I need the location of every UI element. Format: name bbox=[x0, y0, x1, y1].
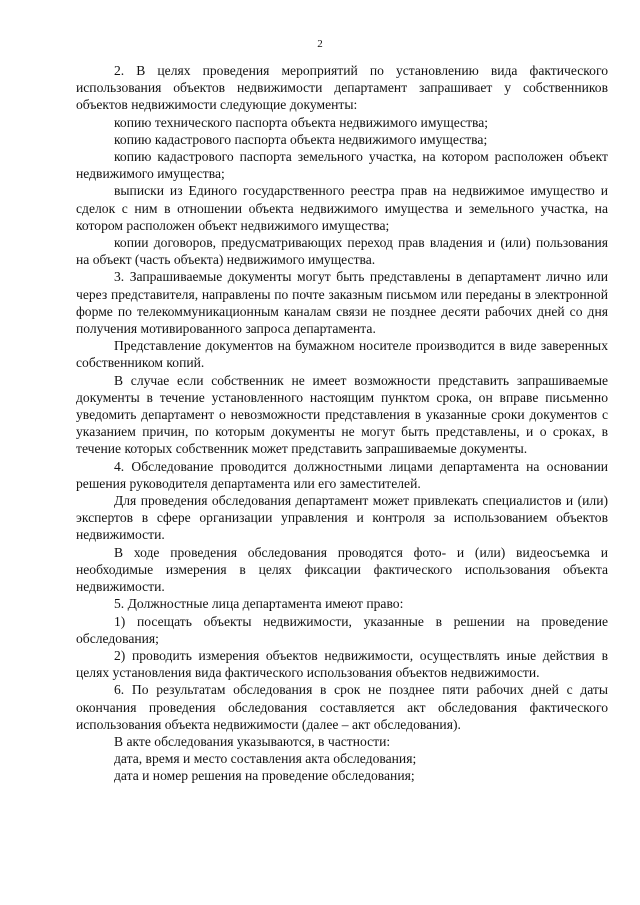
page-number: 2 bbox=[317, 38, 323, 50]
paragraph: дата и номер решения на проведение обследования; bbox=[114, 768, 415, 784]
paragraph: Для проведения обследования департамент может привлекать специалистов и (или) экспертов в сфере организации управления и контроля за использованием объектов недвижимости. bbox=[76, 493, 608, 543]
paragraph: 2) проводить измерения объектов недвижимости, осуществлять иные действия в целях установления вида фактического использования объектов недвижимости. bbox=[76, 647, 608, 681]
paragraph: дата, время и место составления акта обследования; bbox=[114, 751, 417, 767]
paragraph: копию кадастрового паспорта земельного участка, на котором расположен объект недвижимого имущества; bbox=[76, 149, 608, 182]
paragraph: 4. Обследование проводится должностными лицами департамента на основании решения руководителя департамента или его заместителей. bbox=[76, 458, 608, 491]
paragraph: 3. Запрашиваемые документы могут быть представлены в департамент лично или через представителя, направлены по почте заказным письмом или переданы в электронной форме по телекоммуникационным каналам связи не позднее десяти рабочих дней со дня получения мотивированного запроса департамента. bbox=[76, 269, 608, 337]
paragraph: копию кадастрового паспорта объекта недвижимого имущества; bbox=[114, 131, 488, 147]
document-body bbox=[76, 62, 608, 785]
paragraph: 5. Должностные лица департамента имеют право: bbox=[114, 596, 404, 612]
paragraph: копию технического паспорта объекта недвижимого имущества; bbox=[114, 114, 489, 130]
paragraph: 2. В целях проведения мероприятий по установлению вида фактического использования объектов недвижимости департамент запрашивает у собственников объектов недвижимости следующие документы: bbox=[76, 63, 608, 113]
paragraph: копии договоров, предусматривающих переход прав владения и (или) пользования на объект (часть объекта) недвижимого имущества. bbox=[76, 235, 608, 268]
paragraph: В акте обследования указываются, в частности: bbox=[114, 733, 391, 749]
paragraph: Представление документов на бумажном носителе производится в виде заверенных собственником копий. bbox=[76, 338, 608, 371]
paragraph: В ходе проведения обследования проводятся фото- и (или) видеосъемка и необходимые измерения в целях фиксации фактического использования объекта недвижимости. bbox=[76, 544, 608, 595]
paragraph: 1) посещать объекты недвижимости, указанные в решении на проведение обследования; bbox=[76, 613, 608, 646]
paragraph: В случае если собственник не имеет возможности представить запрашиваемые документы в течение установленного настоящим пунктом срока, он вправе письменно уведомить департамент о невозможности представления в указанные сроки документов с указанием причин, по которым документы не могут быть представлены, и о сроках, в течение которых собственник может представить запрашиваемые документы. bbox=[76, 372, 608, 457]
paragraph: выписки из Единого государственного реестра прав на недвижимое имущество и сделок с ним в отношении объекта недвижимого имущества и земельного участка, на котором расположен объект недвижимого имущества; bbox=[76, 183, 608, 233]
paragraph: 6. По результатам обследования в срок не позднее пяти рабочих дней с даты окончания проведения обследования составляется акт обследования фактического использования объекта недвижимости (далее – акт обследования). bbox=[76, 682, 608, 732]
